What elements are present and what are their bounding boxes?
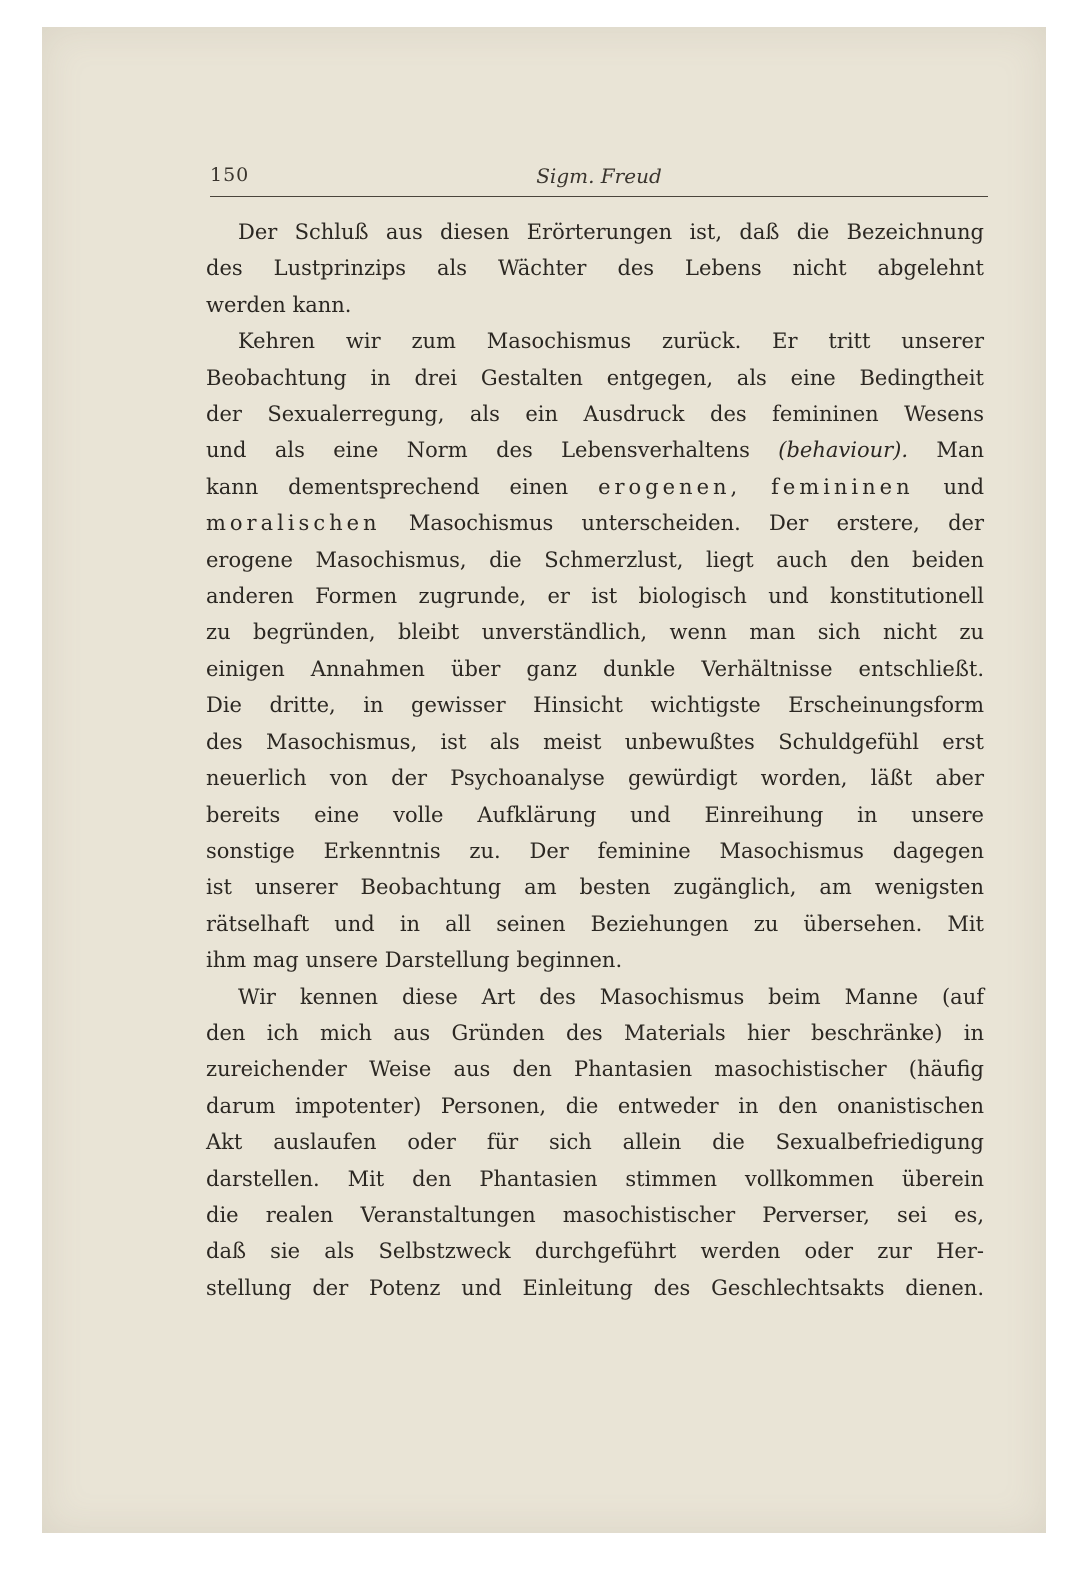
text-segment: und (943, 474, 985, 499)
text-line: erogene Masochismus, die Schmerzlust, liegt auch den beiden (206, 547, 984, 572)
text-line (206, 469, 984, 505)
text-segment: kann dementsprechend einen (206, 474, 569, 499)
text-line: Wir kennen diese Art des Masochismus beim Manne (auf (238, 984, 984, 1009)
text-line: des Masochismus, ist als meist unbewußtes Schuldgefühl erst (206, 729, 984, 754)
text-line: des Lustprinzips als Wächter des Lebens nicht abgelehnt (206, 256, 984, 281)
header-rule (210, 196, 988, 197)
text-line (206, 505, 984, 541)
text-line: sonstige Erkenntnis zu. Der feminine Masochismus dagegen (206, 838, 984, 863)
spaced-term: erogenen, (598, 474, 742, 499)
text-segment: Masochismus unterscheiden. Der erstere, der (408, 511, 984, 536)
text-line: zu begründen, bleibt unverständlich, wenn man sich nicht zu (206, 620, 984, 645)
text-line: Kehren wir zum Masochismus zurück. Er tritt unserer (238, 329, 984, 354)
text-line: Der Schluß aus diesen Erörterungen ist, daß die Bezeichnung (238, 220, 984, 244)
italic-term: (behaviour). (778, 438, 909, 463)
text-segment: und als eine Norm des Lebensverhaltens (206, 438, 750, 463)
text-line: rätselhaft und in all seinen Beziehungen zu übersehen. Mit (206, 911, 984, 936)
spaced-term: femininen (771, 474, 914, 499)
page-number: 150 (210, 164, 250, 186)
text-line: den ich mich aus Gründen des Materials hier beschränke) in (206, 1020, 984, 1045)
text-line: ist unserer Beobachtung am besten zugänglich, am wenigsten (206, 875, 984, 900)
text-line: stellung der Potenz und Einleitung des Geschlechtsakts dienen. (206, 1275, 984, 1300)
text-line: Akt auslaufen oder für sich allein die Sexualbefriedigung (206, 1130, 984, 1155)
text-line: neuerlich von der Psychoanalyse gewürdigt worden, läßt aber (206, 766, 984, 791)
running-head: Sigm. Freud (536, 164, 662, 188)
text-line: bereits eine volle Aufklärung und Einreihung in unsere (206, 802, 984, 827)
text-line: zureichender Weise aus den Phantasien masochistischer (häufig (206, 1057, 984, 1082)
text-line: Beobachtung in drei Gestalten entgegen, als eine Bedingtheit (206, 365, 984, 390)
text-line: die realen Veranstaltungen masochistischer Perverser, sei es, (206, 1202, 984, 1227)
text-line: Die dritte, in gewisser Hinsicht wichtigste Erscheinungsform (206, 693, 984, 718)
text-line: anderen Formen zugrunde, er ist biologisch und konstitutionell (206, 584, 984, 609)
text-line: einigen Annahmen über ganz dunkle Verhältnisse entschließt. (206, 656, 984, 681)
text-line: der Sexualerregung, als ein Ausdruck des femininen Wesens (206, 402, 984, 427)
text-line: darstellen. Mit den Phantasien stimmen vollkommen überein (206, 1166, 984, 1191)
paragraph-2 (206, 323, 984, 978)
paragraph-1 (206, 214, 984, 323)
text-line: werden kann. (206, 292, 352, 317)
text-line (206, 432, 984, 468)
body-text (206, 214, 984, 1306)
page-header (210, 164, 988, 194)
text-line: daß sie als Selbstzweck durchgeführt werden oder zur Her- (206, 1239, 984, 1264)
paragraph-3 (206, 979, 984, 1307)
text-line: ihm mag unsere Darstellung beginnen. (206, 948, 623, 973)
spaced-term: moralischen (206, 511, 381, 536)
text-line: darum impotenter) Personen, die entweder in den onanistischen (206, 1093, 984, 1118)
text-segment: Man (936, 438, 984, 463)
